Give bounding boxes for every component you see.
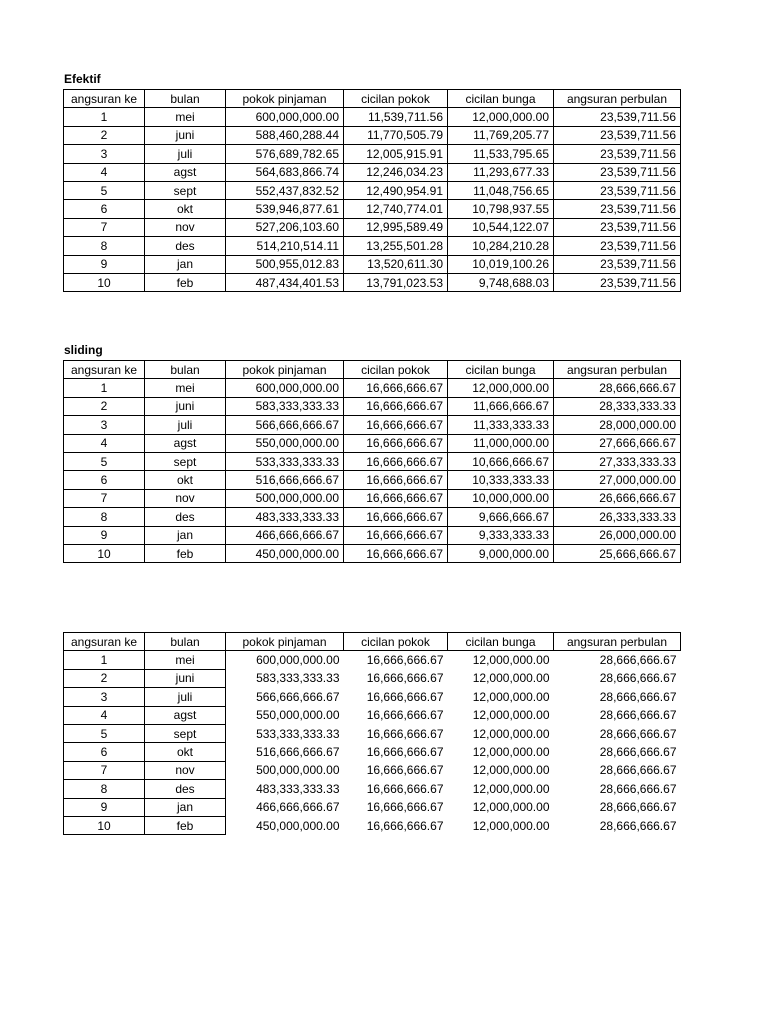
- cell-cicilan-pokok: 12,995,589.49: [344, 218, 448, 236]
- table-row: [64, 379, 681, 397]
- column-header-pokok-pinjaman: pokok pinjaman: [226, 633, 344, 651]
- cell-angsuran-perbulan: 28,666,666.67: [599, 689, 677, 704]
- cell-pokok-pinjaman: 483,333,333.33: [256, 781, 340, 796]
- column-header-bulan: bulan: [145, 90, 226, 108]
- cell-angsuran-ke: 1: [64, 379, 145, 397]
- cell-bulan: des: [145, 508, 226, 526]
- cell-cicilan-pokok: 12,005,915.91: [344, 145, 448, 163]
- cell-pokok-pinjaman: 600,000,000.00: [226, 379, 344, 397]
- cell-pokok-pinjaman: 527,206,103.60: [226, 218, 344, 236]
- column-header-angsuran-perbulan: angsuran perbulan: [554, 361, 681, 379]
- cell-cicilan-bunga: 11,769,205.77: [448, 126, 554, 144]
- cell-angsuran-perbulan: 28,666,666.67: [599, 671, 677, 686]
- cell-bulan: feb: [145, 816, 226, 834]
- table-row: [64, 416, 681, 434]
- cell-bulan: sept: [145, 452, 226, 470]
- cell-cicilan-bunga: 12,000,000.00: [448, 108, 554, 126]
- cell-angsuran-perbulan: 23,539,711.56: [554, 218, 681, 236]
- cell-angsuran-perbulan: 27,333,333.33: [554, 452, 681, 470]
- cell-angsuran-ke: 3: [64, 416, 145, 434]
- cell-cicilan-pokok: 11,770,505.79: [344, 126, 448, 144]
- cell-angsuran-perbulan: 23,539,711.56: [554, 273, 681, 291]
- cell-cicilan-bunga: 12,000,000.00: [472, 671, 550, 686]
- cell-angsuran-ke: 6: [64, 471, 145, 489]
- table-row: [64, 145, 681, 163]
- cell-angsuran-perbulan: 26,333,333.33: [554, 508, 681, 526]
- column-header-bulan: bulan: [145, 633, 226, 651]
- cell-pokok-pinjaman: 533,333,333.33: [256, 726, 340, 741]
- cell-cicilan-pokok: 16,666,666.67: [366, 800, 444, 815]
- table-row: [64, 163, 681, 181]
- cell-angsuran-ke: 9: [64, 526, 145, 544]
- table-row: [64, 508, 681, 526]
- table-row: [64, 489, 681, 507]
- cell-pokok-pinjaman: 566,666,666.67: [226, 416, 344, 434]
- cell-angsuran-perbulan: 23,539,711.56: [554, 255, 681, 273]
- cell-angsuran-ke: 7: [64, 218, 145, 236]
- cell-cicilan-pokok: 16,666,666.67: [366, 818, 444, 833]
- cell-cicilan-pokok: 12,490,954.91: [344, 181, 448, 199]
- cell-cicilan-bunga: 12,000,000.00: [472, 818, 550, 833]
- cell-angsuran-ke: 5: [64, 724, 145, 742]
- cell-bulan: feb: [145, 273, 226, 291]
- cell-cicilan-pokok: 11,539,711.56: [344, 108, 448, 126]
- cell-pokok-pinjaman: 600,000,000.00: [256, 653, 340, 668]
- table-row: [64, 688, 681, 706]
- cell-cicilan-bunga: 9,666,666.67: [448, 508, 554, 526]
- cell-pokok-pinjaman: 500,955,012.83: [226, 255, 344, 273]
- cell-pokok-pinjaman: 583,333,333.33: [256, 671, 340, 686]
- cell-cicilan-bunga: 10,019,100.26: [448, 255, 554, 273]
- cell-cicilan-pokok: 16,666,666.67: [366, 708, 444, 723]
- cell-angsuran-ke: 4: [64, 434, 145, 452]
- cell-cicilan-bunga: 10,284,210.28: [448, 237, 554, 255]
- cell-cicilan-pokok: 12,740,774.01: [344, 200, 448, 218]
- table-row: [64, 237, 681, 255]
- cell-pokok-pinjaman: 564,683,866.74: [226, 163, 344, 181]
- table-row: [64, 471, 681, 489]
- cell-pokok-pinjaman: 566,666,666.67: [256, 689, 340, 704]
- cell-bulan: nov: [145, 761, 226, 779]
- cell-angsuran-perbulan: 26,000,000.00: [554, 526, 681, 544]
- cell-cicilan-pokok: 13,520,611.30: [344, 255, 448, 273]
- cell-angsuran-ke: 1: [64, 651, 145, 669]
- cell-pokok-pinjaman: 539,946,877.61: [226, 200, 344, 218]
- column-header-pokok-pinjaman: pokok pinjaman: [226, 90, 344, 108]
- cell-bulan: juli: [145, 688, 226, 706]
- efektif-table: [63, 89, 681, 292]
- cell-pokok-pinjaman: 500,000,000.00: [256, 763, 340, 778]
- section-title-efektif: Efektif: [64, 72, 101, 86]
- table-row: [64, 706, 681, 724]
- cell-bulan: jan: [145, 255, 226, 273]
- cell-cicilan-pokok: 16,666,666.67: [344, 489, 448, 507]
- cell-pokok-pinjaman: 516,666,666.67: [226, 471, 344, 489]
- table-row: [64, 181, 681, 199]
- cell-angsuran-perbulan: 27,666,666.67: [554, 434, 681, 452]
- cell-angsuran-perbulan: 28,666,666.67: [599, 726, 677, 741]
- cell-cicilan-bunga: 12,000,000.00: [472, 745, 550, 760]
- cell-cicilan-bunga: 12,000,000.00: [472, 653, 550, 668]
- cell-angsuran-perbulan: 28,666,666.67: [599, 653, 677, 668]
- cell-angsuran-perbulan: 28,666,666.67: [599, 781, 677, 796]
- table-row: [64, 434, 681, 452]
- cell-angsuran-perbulan: 23,539,711.56: [554, 108, 681, 126]
- cell-cicilan-bunga: 10,798,937.55: [448, 200, 554, 218]
- cell-cicilan-pokok: 16,666,666.67: [344, 471, 448, 489]
- cell-angsuran-perbulan: 28,333,333.33: [554, 397, 681, 415]
- cell-cicilan-bunga: 11,333,333.33: [448, 416, 554, 434]
- cell-bulan: juni: [145, 126, 226, 144]
- cell-angsuran-ke: 3: [64, 145, 145, 163]
- table-row: [64, 651, 681, 669]
- column-header-cicilan-pokok: cicilan pokok: [344, 361, 448, 379]
- cell-bulan: juli: [145, 145, 226, 163]
- cell-cicilan-bunga: 9,333,333.33: [448, 526, 554, 544]
- cell-angsuran-perbulan: 26,666,666.67: [554, 489, 681, 507]
- column-header-cicilan-pokok: cicilan pokok: [344, 633, 448, 651]
- cell-angsuran-perbulan: 23,539,711.56: [554, 200, 681, 218]
- cell-bulan: okt: [145, 471, 226, 489]
- table-row: [64, 452, 681, 470]
- cell-bulan: sept: [145, 724, 226, 742]
- cell-angsuran-perbulan: 28,666,666.67: [599, 763, 677, 778]
- table-row: [64, 255, 681, 273]
- cell-bulan: nov: [145, 489, 226, 507]
- cell-bulan: juni: [145, 669, 226, 687]
- cell-cicilan-bunga: 12,000,000.00: [472, 763, 550, 778]
- cell-pokok-pinjaman: 533,333,333.33: [226, 452, 344, 470]
- cell-pokok-pinjaman: 466,666,666.67: [256, 800, 340, 815]
- flat-table: [63, 632, 681, 835]
- table-header-row: [64, 90, 681, 108]
- cell-bulan: jan: [145, 798, 226, 816]
- cell-angsuran-ke: 8: [64, 508, 145, 526]
- cell-angsuran-perbulan: 28,000,000.00: [554, 416, 681, 434]
- cell-angsuran-ke: 5: [64, 181, 145, 199]
- cell-pokok-pinjaman: 487,434,401.53: [226, 273, 344, 291]
- cell-pokok-pinjaman: 483,333,333.33: [226, 508, 344, 526]
- cell-angsuran-perbulan: 25,666,666.67: [554, 544, 681, 562]
- cell-bulan: mei: [145, 108, 226, 126]
- cell-cicilan-bunga: 10,333,333.33: [448, 471, 554, 489]
- cell-cicilan-bunga: 12,000,000.00: [472, 689, 550, 704]
- cell-bulan: jan: [145, 526, 226, 544]
- cell-angsuran-ke: 1: [64, 108, 145, 126]
- cell-angsuran-ke: 4: [64, 706, 145, 724]
- cell-angsuran-ke: 6: [64, 743, 145, 761]
- column-header-cicilan-bunga: cicilan bunga: [448, 361, 554, 379]
- cell-angsuran-perbulan: 28,666,666.67: [599, 818, 677, 833]
- cell-angsuran-ke: 6: [64, 200, 145, 218]
- table-row: [64, 761, 681, 779]
- cell-cicilan-bunga: 9,000,000.00: [448, 544, 554, 562]
- cell-cicilan-pokok: 16,666,666.67: [344, 379, 448, 397]
- table-row: [64, 397, 681, 415]
- cell-cicilan-pokok: 16,666,666.67: [366, 745, 444, 760]
- cell-pokok-pinjaman: 450,000,000.00: [226, 544, 344, 562]
- table-row: [64, 724, 681, 742]
- cell-cicilan-bunga: 12,000,000.00: [472, 708, 550, 723]
- cell-cicilan-pokok: 16,666,666.67: [344, 544, 448, 562]
- cell-angsuran-ke: 7: [64, 761, 145, 779]
- cell-cicilan-pokok: 12,246,034.23: [344, 163, 448, 181]
- cell-pokok-pinjaman: 466,666,666.67: [226, 526, 344, 544]
- cell-pokok-pinjaman: 550,000,000.00: [226, 434, 344, 452]
- column-header-angsuran-ke: angsuran ke: [64, 633, 145, 651]
- cell-cicilan-pokok: 16,666,666.67: [366, 726, 444, 741]
- cell-cicilan-pokok: 16,666,666.67: [344, 397, 448, 415]
- cell-cicilan-bunga: 12,000,000.00: [472, 781, 550, 796]
- cell-angsuran-ke: 4: [64, 163, 145, 181]
- column-header-cicilan-bunga: cicilan bunga: [448, 90, 554, 108]
- cell-bulan: agst: [145, 706, 226, 724]
- table-row: [64, 816, 681, 834]
- table-row: [64, 108, 681, 126]
- cell-pokok-pinjaman: 450,000,000.00: [256, 818, 340, 833]
- cell-angsuran-perbulan: 28,666,666.67: [599, 708, 677, 723]
- cell-angsuran-ke: 5: [64, 452, 145, 470]
- section-title-sliding: sliding: [64, 343, 103, 357]
- cell-cicilan-pokok: 16,666,666.67: [344, 416, 448, 434]
- cell-cicilan-bunga: 12,000,000.00: [448, 379, 554, 397]
- cell-bulan: mei: [145, 379, 226, 397]
- cell-bulan: juli: [145, 416, 226, 434]
- cell-cicilan-bunga: 11,293,677.33: [448, 163, 554, 181]
- cell-bulan: nov: [145, 218, 226, 236]
- cell-pokok-pinjaman: 516,666,666.67: [256, 745, 340, 760]
- cell-pokok-pinjaman: 514,210,514.11: [226, 237, 344, 255]
- table-row: [64, 798, 681, 816]
- cell-cicilan-pokok: 16,666,666.67: [344, 452, 448, 470]
- cell-pokok-pinjaman: 552,437,832.52: [226, 181, 344, 199]
- cell-cicilan-bunga: 9,748,688.03: [448, 273, 554, 291]
- cell-angsuran-ke: 7: [64, 489, 145, 507]
- cell-angsuran-perbulan: 23,539,711.56: [554, 163, 681, 181]
- cell-bulan: juni: [145, 397, 226, 415]
- cell-angsuran-perbulan: 23,539,711.56: [554, 145, 681, 163]
- cell-cicilan-pokok: 16,666,666.67: [344, 508, 448, 526]
- column-header-angsuran-ke: angsuran ke: [64, 361, 145, 379]
- cell-cicilan-pokok: 13,255,501.28: [344, 237, 448, 255]
- cell-bulan: okt: [145, 743, 226, 761]
- cell-angsuran-ke: 9: [64, 798, 145, 816]
- table-row: [64, 200, 681, 218]
- table-row: [64, 544, 681, 562]
- cell-bulan: okt: [145, 200, 226, 218]
- column-header-cicilan-pokok: cicilan pokok: [344, 90, 448, 108]
- cell-cicilan-pokok: 16,666,666.67: [366, 653, 444, 668]
- column-header-angsuran-perbulan: angsuran perbulan: [554, 633, 681, 651]
- table-header-row: [64, 633, 681, 651]
- cell-angsuran-perbulan: 28,666,666.67: [599, 745, 677, 760]
- sliding-table: [63, 360, 681, 563]
- cell-cicilan-pokok: 16,666,666.67: [366, 671, 444, 686]
- column-header-cicilan-bunga: cicilan bunga: [448, 633, 554, 651]
- cell-cicilan-pokok: 16,666,666.67: [344, 434, 448, 452]
- cell-angsuran-ke: 2: [64, 397, 145, 415]
- cell-pokok-pinjaman: 600,000,000.00: [226, 108, 344, 126]
- cell-angsuran-perbulan: 28,666,666.67: [599, 800, 677, 815]
- cell-bulan: sept: [145, 181, 226, 199]
- cell-cicilan-bunga: 11,533,795.65: [448, 145, 554, 163]
- cell-angsuran-ke: 10: [64, 273, 145, 291]
- column-header-angsuran-ke: angsuran ke: [64, 90, 145, 108]
- cell-cicilan-pokok: 16,666,666.67: [344, 526, 448, 544]
- cell-cicilan-pokok: 16,666,666.67: [366, 763, 444, 778]
- cell-cicilan-bunga: 10,666,666.67: [448, 452, 554, 470]
- cell-bulan: mei: [145, 651, 226, 669]
- cell-cicilan-pokok: 16,666,666.67: [366, 689, 444, 704]
- cell-angsuran-perbulan: 27,000,000.00: [554, 471, 681, 489]
- cell-pokok-pinjaman: 588,460,288.44: [226, 126, 344, 144]
- cell-cicilan-bunga: 11,666,666.67: [448, 397, 554, 415]
- cell-pokok-pinjaman: 583,333,333.33: [226, 397, 344, 415]
- table-row: [64, 743, 681, 761]
- cell-angsuran-ke: 2: [64, 126, 145, 144]
- cell-bulan: agst: [145, 163, 226, 181]
- cell-bulan: des: [145, 780, 226, 798]
- cell-pokok-pinjaman: 500,000,000.00: [226, 489, 344, 507]
- cell-angsuran-ke: 2: [64, 669, 145, 687]
- cell-cicilan-bunga: 10,544,122.07: [448, 218, 554, 236]
- cell-angsuran-ke: 8: [64, 780, 145, 798]
- cell-cicilan-bunga: 12,000,000.00: [472, 726, 550, 741]
- cell-angsuran-ke: 10: [64, 816, 145, 834]
- cell-angsuran-ke: 3: [64, 688, 145, 706]
- table-header-row: [64, 361, 681, 379]
- cell-bulan: agst: [145, 434, 226, 452]
- table-row: [64, 780, 681, 798]
- column-header-bulan: bulan: [145, 361, 226, 379]
- cell-pokok-pinjaman: 576,689,782.65: [226, 145, 344, 163]
- cell-pokok-pinjaman: 550,000,000.00: [256, 708, 340, 723]
- cell-bulan: feb: [145, 544, 226, 562]
- cell-cicilan-bunga: 11,000,000.00: [448, 434, 554, 452]
- cell-cicilan-bunga: 10,000,000.00: [448, 489, 554, 507]
- table-row: [64, 126, 681, 144]
- cell-angsuran-perbulan: 23,539,711.56: [554, 237, 681, 255]
- cell-angsuran-perbulan: 23,539,711.56: [554, 181, 681, 199]
- cell-angsuran-ke: 9: [64, 255, 145, 273]
- column-header-pokok-pinjaman: pokok pinjaman: [226, 361, 344, 379]
- cell-angsuran-perbulan: 28,666,666.67: [554, 379, 681, 397]
- cell-angsuran-perbulan: 23,539,711.56: [554, 126, 681, 144]
- cell-cicilan-bunga: 12,000,000.00: [472, 800, 550, 815]
- cell-bulan: des: [145, 237, 226, 255]
- cell-angsuran-ke: 10: [64, 544, 145, 562]
- column-header-angsuran-perbulan: angsuran perbulan: [554, 90, 681, 108]
- table-row: [64, 218, 681, 236]
- cell-angsuran-ke: 8: [64, 237, 145, 255]
- table-row: [64, 273, 681, 291]
- cell-cicilan-bunga: 11,048,756.65: [448, 181, 554, 199]
- cell-cicilan-pokok: 16,666,666.67: [366, 781, 444, 796]
- table-row: [64, 669, 681, 687]
- cell-cicilan-pokok: 13,791,023.53: [344, 273, 448, 291]
- table-row: [64, 526, 681, 544]
